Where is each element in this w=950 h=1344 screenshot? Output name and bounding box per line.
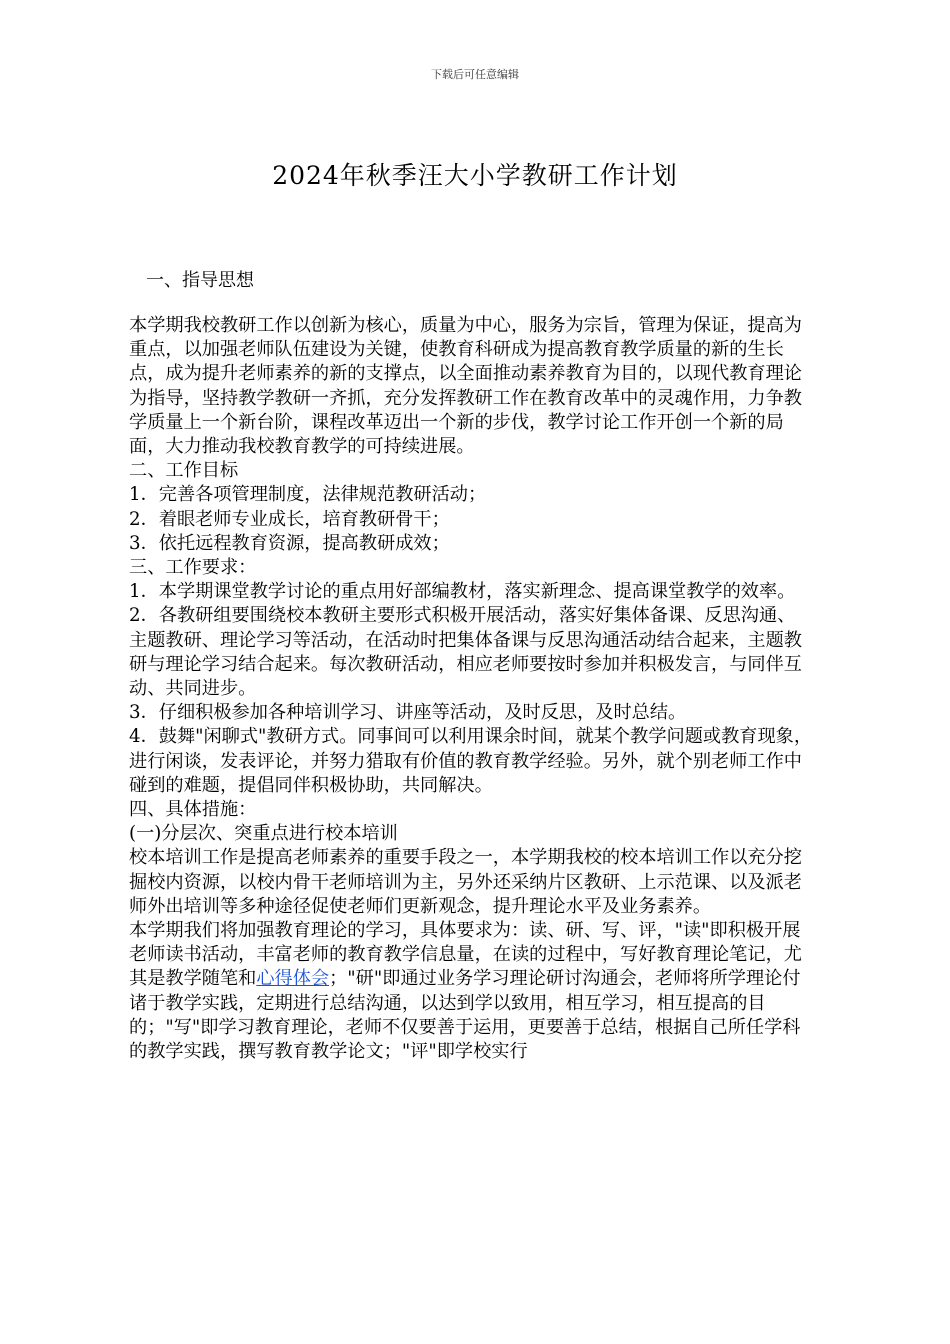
paragraph-training: 校本培训工作是提高老师素养的重要手段之一，本学期我校的校本培训工作以充分挖掘校内资源，以校内骨干老师培训为主，另外还采纳片区教研、上示范课、以及派老师外出培训等多种途径促使老师们更新观念，提升理论水平及业务素养。	[129, 847, 802, 917]
section-heading-requirements: 三、工作要求：	[129, 557, 257, 579]
paragraph-theory-study	[129, 919, 813, 1064]
goal-item: 2．着眼老师专业成长，培育教研骨干；	[129, 508, 450, 530]
section-heading-goals: 二、工作目标	[129, 460, 239, 482]
goal-item: 1．完善各项管理制度，法律规范教研活动；	[129, 484, 487, 506]
measure-subheading: (一)分层次、突重点进行校本培训	[129, 823, 398, 845]
requirement-item: 4．鼓舞"闲聊式"教研方式。同事间可以利用课余时间，就某个教学问题或教育现象，进行闲谈，发表评论，并努力猎取有价值的教育教学经验。另外，就个别老师工作中碰到的难题，提倡同伴积极协助，共同解决。	[129, 726, 813, 796]
section-heading-guiding: 一、指导思想	[146, 270, 254, 291]
requirement-item: 3．仔细积极参加各种培训学习、讲座等活动，及时反思，及时总结。	[129, 702, 687, 724]
document-body	[129, 314, 813, 1064]
goal-item: 3．依托远程教育资源，提高教研成效；	[129, 532, 450, 554]
requirement-item: 1．本学期课堂教学讨论的重点用好部编教材，落实新理念、提高课堂教学的效率。	[129, 581, 796, 603]
paragraph-text-start: 本学期我们将加强教育理论的学习，具体要求为：读、研、写、评，"读"即积极开展老师读书活动，丰富老师的教育教学信息量，在读的过程中，写好教育理论笔记，尤其是教学随笔和	[129, 920, 802, 990]
header-note: 下载后可任意编辑	[431, 68, 519, 81]
paragraph-guiding: 本学期我校教研工作以创新为核心，质量为中心，服务为宗旨，管理为保证，提高为重点，以加强老师队伍建设为关键，使教育科研成为提高教育教学质量的新的生长点，成为提升老师素养的新的支撑点，以全面推动素养教育为目的，以现代教育理论为指导，坚持教学教研一齐抓，充分发挥教研工作在教育改革中的灵魂作用，力争教学质量上一个新台阶，课程改革迈出一个新的步伐，教学讨论工作开创一个新的局面，大力推动我校教育教学的可持续进展。	[129, 315, 802, 458]
requirement-item: 2．各教研组要围绕校本教研主要形式积极开展活动，落实好集体备课、反思沟通、主题教研、理论学习等活动，在活动时把集体备课与反思沟通活动结合起来，主题教研与理论学习结合起来。每次教研活动，相应老师要按时参加并积极发言，与同伴互动、共同进步。	[129, 605, 802, 700]
document-title: 2024年秋季汪大小学教研工作计划	[272, 161, 678, 190]
experience-link[interactable]: 心得体会	[256, 968, 330, 990]
section-heading-measures: 四、具体措施：	[129, 799, 257, 821]
paragraph-text-end: ；"研"即通过业务学习理论研讨沟通会，老师将所学理论付诸于教学实践，定期进行总结沟通，以达到学以致用，相互学习，相互提高的目的；"写"即学习教育理论，老师不仅要善于运用，更要善于总结，根据自己所任学科的教学实践，撰写教育教学论文；"评"即学校实行	[129, 968, 801, 1063]
